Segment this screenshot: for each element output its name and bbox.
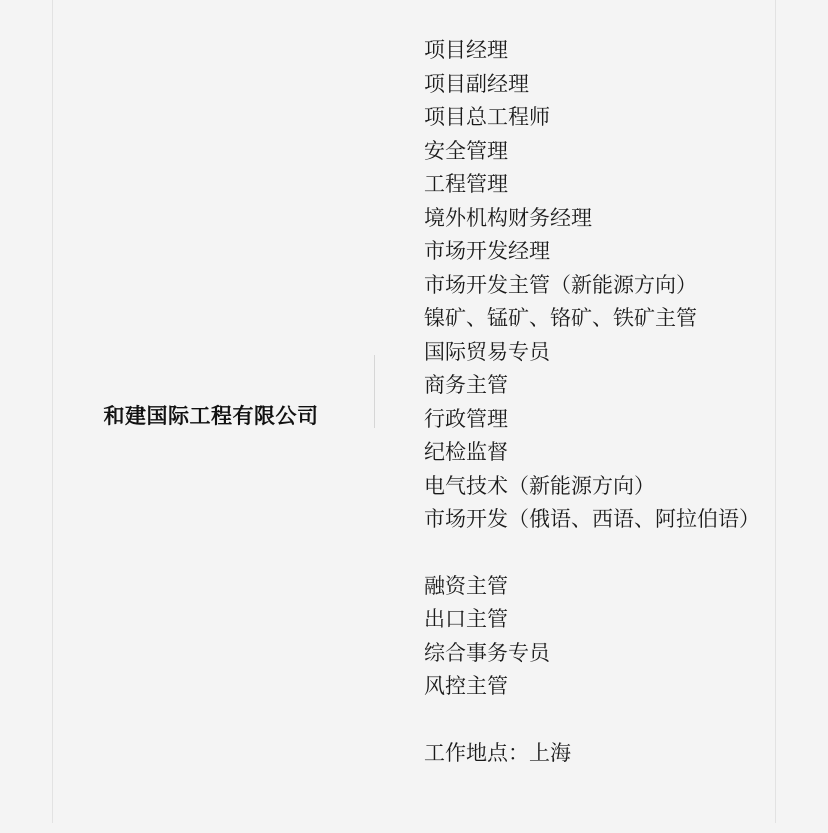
company-positions-row: [52, 0, 776, 833]
list-item: 项目总工程师: [424, 105, 550, 129]
list-item: 出口主管: [424, 607, 508, 631]
list-item: 综合事务专员: [424, 640, 550, 665]
company-column: [52, 0, 374, 833]
list-item: 境外机构财务经理: [424, 205, 592, 230]
list-item: 工程管理: [424, 172, 508, 196]
list-item: 安全管理: [424, 138, 508, 163]
list-item: 风控主管: [424, 674, 508, 698]
list-item: 行政管理: [424, 406, 508, 431]
list-item: 电气技术（新能源方向）: [424, 473, 655, 498]
list-item: 融资主管: [424, 573, 508, 598]
list-item: 市场开发（俄语、西语、阿拉伯语）: [424, 507, 760, 531]
list-item: 国际贸易专员: [424, 339, 550, 364]
page-bottom-edge: [0, 823, 828, 833]
list-item: 市场开发经理: [424, 239, 550, 263]
company-name: 和建国际工程有限公司: [103, 403, 319, 428]
list-item: 商务主管: [424, 373, 508, 397]
list-item: 纪检监督: [424, 440, 508, 464]
list-item: 项目副经理: [424, 71, 529, 96]
list-item: 镍矿、锰矿、铬矿、铁矿主管: [424, 306, 697, 330]
list-item: 市场开发主管（新能源方向）: [424, 272, 697, 297]
work-location: 工作地点：上海: [424, 740, 571, 765]
positions-column: [375, 0, 776, 833]
list-item: 项目经理: [424, 38, 508, 62]
